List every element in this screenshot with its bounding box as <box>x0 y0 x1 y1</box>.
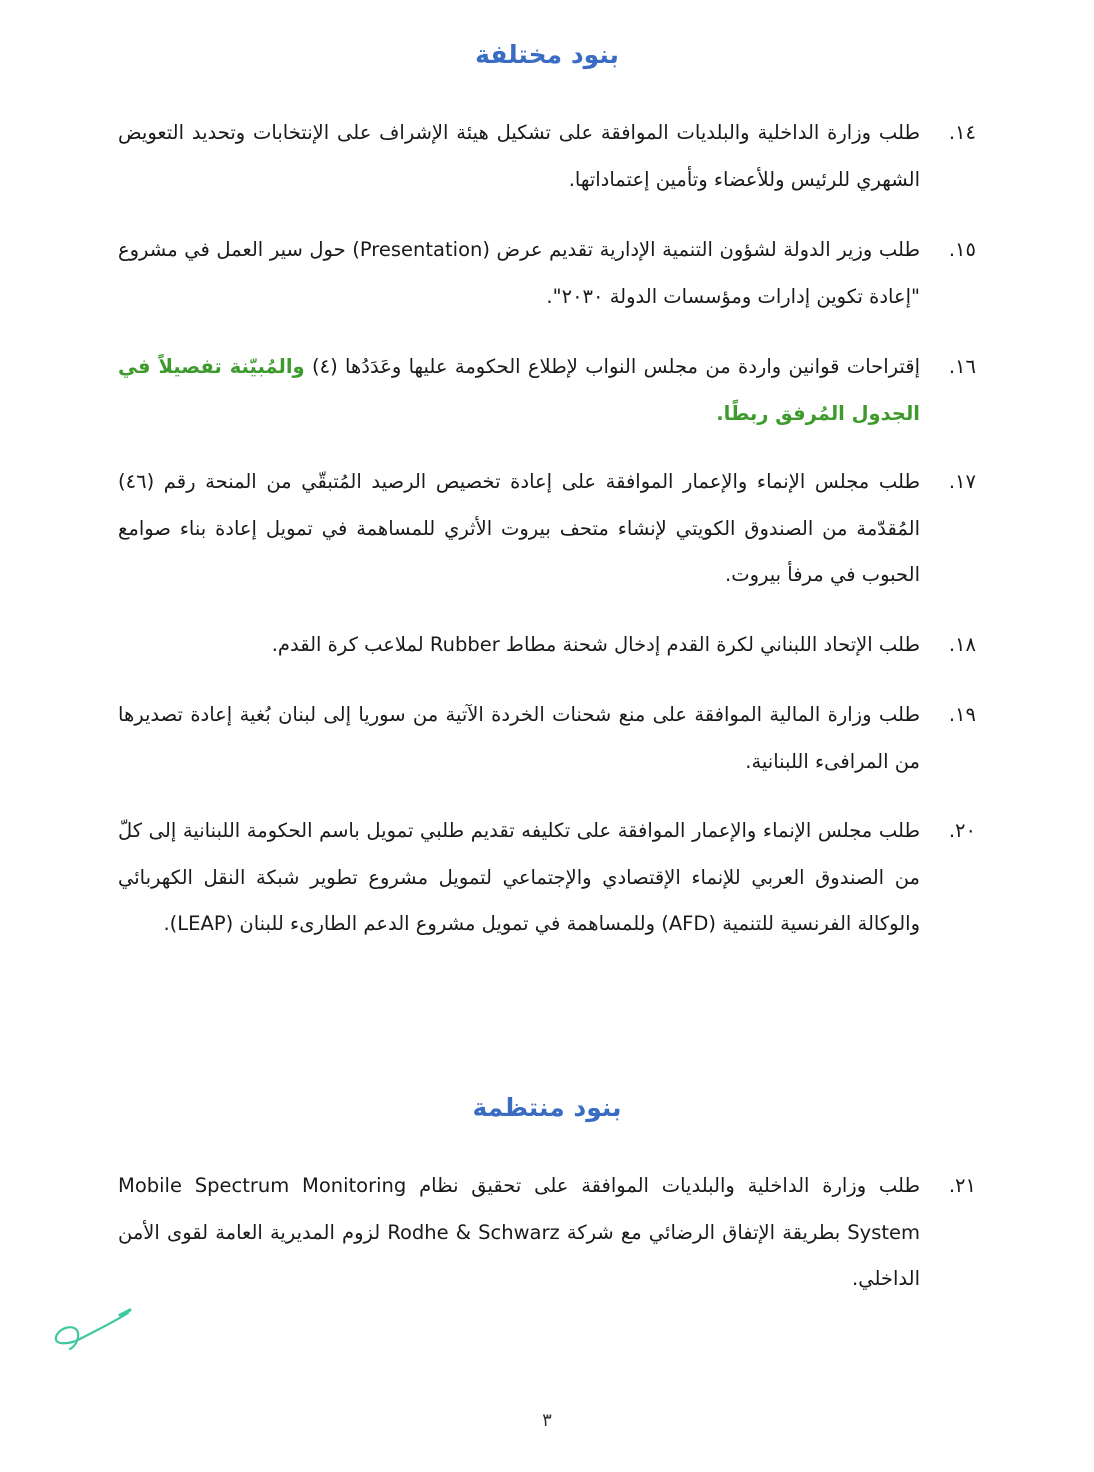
item-number: ٢٠. <box>948 819 976 842</box>
section-heading-misc: بنود مختلفة <box>475 40 619 69</box>
item-number: ١٦. <box>948 355 976 378</box>
agenda-item-16 <box>118 344 976 437</box>
item-text: طلب الإتحاد اللبناني لكرة القدم إدخال شحنة مطاط Rubber لملاعب كرة القدم. <box>271 633 920 656</box>
section-heading-regular: بنود منتظمة <box>472 1093 622 1122</box>
item-number: ٢١. <box>948 1174 976 1197</box>
agenda-item-19 <box>118 692 976 785</box>
agenda-item-20 <box>118 808 976 948</box>
agenda-item-17 <box>118 459 976 599</box>
agenda-item-15 <box>118 227 976 320</box>
item-text: طلب مجلس الإنماء والإعمار الموافقة على تكليفه تقديم طلبي تمويل باسم الحكومة اللبنانية إلى كلّ من الصندوق العربي للإنماء الإقتصادي والإجتماعي لتمويل مشروع تطوير شبكة النقل الكهربائي والوكالة الفرنسية للتنمية (AFD) وللمساهمة في تمويل مشروع الدعم الطارىء للبنان (LEAP). <box>118 819 920 935</box>
agenda-item-18 <box>118 622 976 669</box>
signature-mark <box>50 1305 135 1355</box>
item-number: ١٧. <box>948 470 976 493</box>
item-text-wrapper <box>118 344 920 437</box>
highlighted-text: والمُبيّنة تفصيلاً في الجدول المُرفق ربطًا. <box>118 355 920 425</box>
item-text: طلب وزارة الداخلية والبلديات الموافقة على تشكيل هيئة الإشراف على الإنتخابات وتحديد التعويض الشهري للرئيس وللأعضاء وتأمين إعتماداتها. <box>118 121 920 191</box>
page-number: ٣ <box>542 1410 552 1431</box>
item-text: طلب وزارة الداخلية والبلديات الموافقة على تحقيق نظام Mobile Spectrum Monitoring System بطريقة الإتفاق الرضائي مع شركة Rodhe & Schwarz لزوم المديرية العامة لقوى الأمن الداخلي. <box>118 1174 921 1290</box>
item-number: ١٩. <box>948 703 976 726</box>
item-number: ١٥. <box>948 238 976 261</box>
item-text: إقتراحات قوانين واردة من مجلس النواب لإطلاع الحكومة عليها وعَدَدُها (٤) <box>304 355 920 378</box>
item-text: طلب وزير الدولة لشؤون التنمية الإدارية تقديم عرض (Presentation) حول سير العمل في مشروع "إعادة تكوين إدارات ومؤسسات الدولة ٢٠٣٠". <box>118 238 920 308</box>
item-number: ١٤. <box>948 121 976 144</box>
item-text: طلب مجلس الإنماء والإعمار الموافقة على إعادة تخصيص الرصيد المُتبقّي من المنحة رقم (٤٦) المُقدّمة من الصندوق الكويتي لإنشاء متحف بيروت الأثري للمساهمة في تمويل إعادة بناء صوامع الحبوب في مرفأ بيروت. <box>118 470 920 586</box>
item-number: ١٨. <box>948 633 976 656</box>
agenda-item-14 <box>118 110 976 203</box>
item-text: طلب وزارة المالية الموافقة على منع شحنات الخردة الآتية من سوريا إلى لبنان بُغية إعادة تصديرها من المرافىء اللبنانية. <box>118 703 920 773</box>
agenda-item-21 <box>118 1163 976 1303</box>
